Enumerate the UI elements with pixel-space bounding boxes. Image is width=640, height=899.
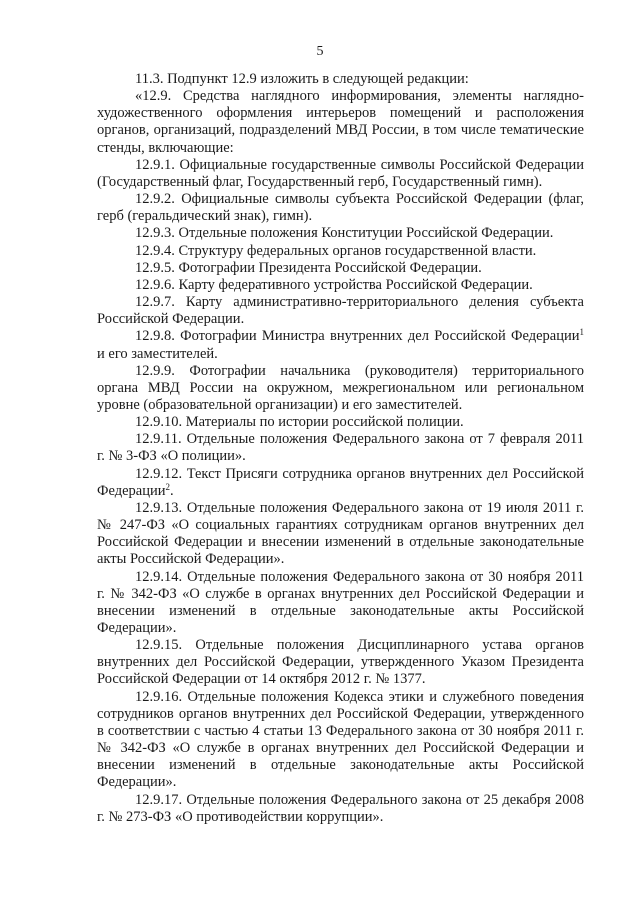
footnote-marker-2: 2 [165,481,170,492]
paragraph-12-9-7: 12.9.7. Карту административно-территориального деления субъекта Российской Федерации. [97,294,584,328]
paragraph-12-9-4: 12.9.4. Структуру федеральных органов государственной власти. [135,242,537,259]
paragraph-12-9-11: 12.9.11. Отдельные положения Федерального закона от 7 февраля 2011 г. № 3-ФЗ «О полиции». [97,431,584,465]
paragraph-11-3: 11.3. Подпункт 12.9 изложить в следующей редакции: [135,71,469,87]
paragraph-12-9: «12.9. Средства наглядного информирования, элементы наглядно-художественного оформления интерьеров помещений и расположения органов, организаций, подразделений МВД России, в том числе тематические стенды, включающие: [97,88,584,156]
paragraph-12-9-10: 12.9.10. Материалы по истории российской полиции. [135,414,464,431]
document-body [97,71,584,826]
footnote-marker-1: 1 [579,327,584,338]
page-number: 5 [316,44,324,59]
paragraph-12-9-17: 12.9.17. Отдельные положения Федерального закона от 25 декабря 2008 г. № 273-ФЗ «О противодействии коррупции». [97,791,584,825]
paragraph-12-9-2: 12.9.2. Официальные символы субъекта Российской Федерации (флаг, герб (геральдический знак), гимн). [97,191,584,225]
paragraph-12-9-3: 12.9.3. Отдельные положения Конституции Российской Федерации. [135,225,554,242]
paragraph-12-9-12 [97,466,584,500]
paragraph-12-9-8-text: 12.9.8. Фотографии Министра внутренних дел Российской Федерации [135,328,580,345]
paragraph-12-9-15: 12.9.15. Отдельные положения Дисциплинарного устава органов внутренних дел Российской Федерации, утвержденного Указом Президента Российской Федерации от 14 октября 2012 г. № 1377. [97,637,584,688]
paragraph-12-9-13: 12.9.13. Отдельные положения Федерального закона от 19 июля 2011 г. № 247-ФЗ «О социальных гарантиях сотрудникам органов внутренних дел Российской Федерации и внесении изменений в отдельные законодательные акты Российской Федерации». [97,499,584,568]
paragraph-12-9-12-text: 12.9.12. Текст Присяги сотрудника органов внутренних дел Российской Федерации [97,465,584,499]
paragraph-12-9-12-tail: . [169,482,174,499]
paragraph-12-9-8-tail: и его заместителей. [97,345,218,362]
paragraph-12-9-14: 12.9.14. Отдельные положения Федерального закона от 30 ноября 2011 г. № 342-ФЗ «О службе в органах внутренних дел Российской Федерации и внесении изменений в отдельные законодательные акты Российской Федерации». [97,568,584,636]
paragraph-12-9-8 [97,328,584,362]
paragraph-12-9-6: 12.9.6. Карту федеративного устройства Российской Федерации. [135,276,533,293]
paragraph-12-9-1: 12.9.1. Официальные государственные символы Российской Федерации (Государственный флаг, Государственный герб, Государственный гимн). [97,156,584,190]
paragraph-12-9-9: 12.9.9. Фотографии начальника (руководителя) территориального органа МВД России на окружном, межрегиональном или региональном уровне (образовательной организации) и его заместителей. [97,362,584,413]
paragraph-12-9-16: 12.9.16. Отдельные положения Кодекса этики и служебного поведения сотрудников органов внутренних дел Российской Федерации, утвержденного в соответствии с частью 4 статьи 13 Федерального закона от 30 ноября 2011 г. № 342-ФЗ «О службе в органах внутренних дел Российской Федерации и внесении изменений в отдельные законодательные акты Российской Федерации». [97,688,584,791]
paragraph-12-9-5: 12.9.5. Фотографии Президента Российской Федерации. [135,259,482,276]
